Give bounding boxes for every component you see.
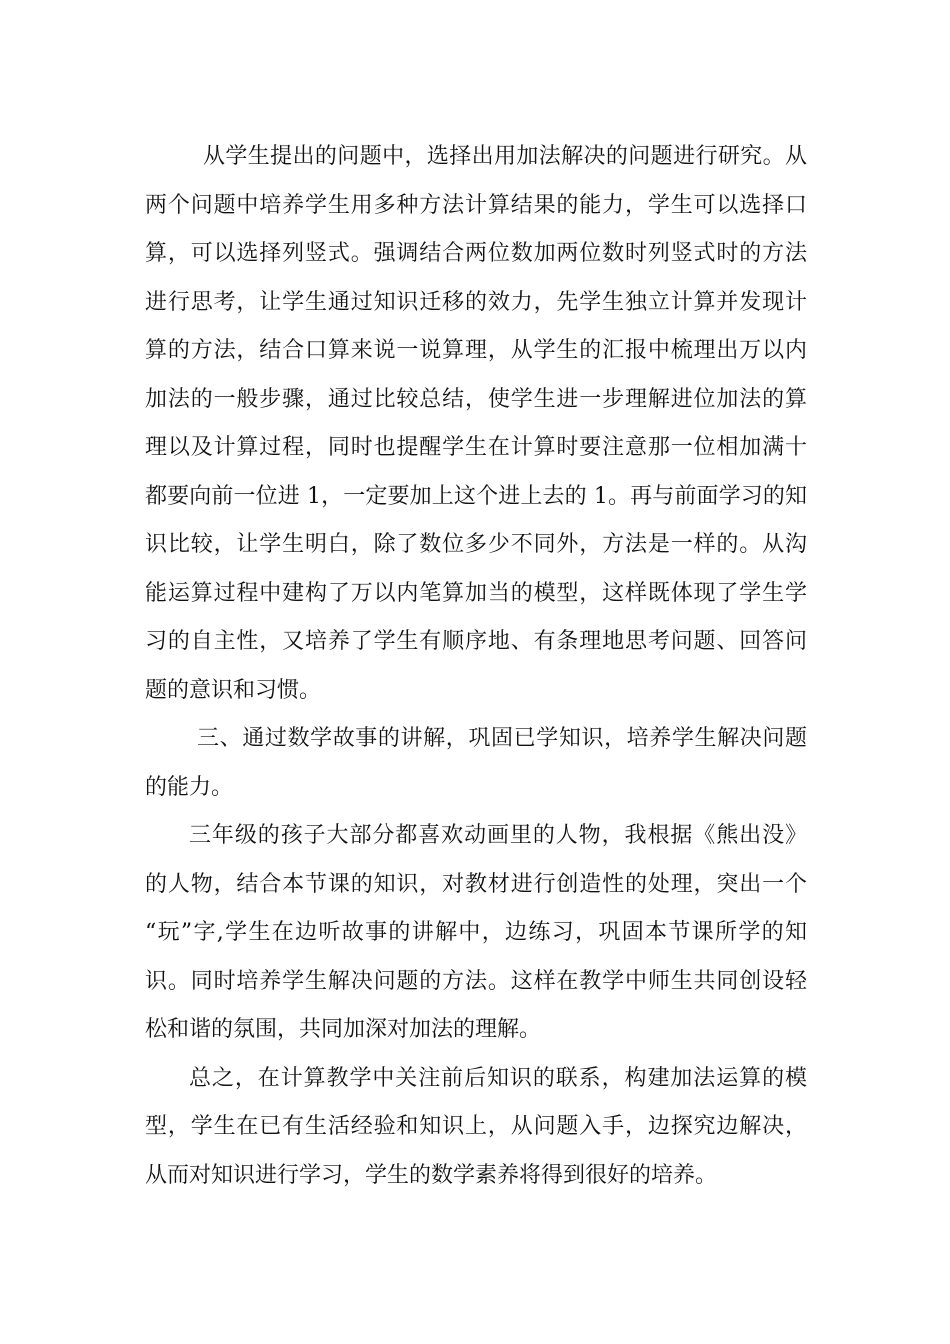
text-line: 算，可以选择列竖式。强调结合两位数加两位数时列竖式时的方法 <box>145 241 807 266</box>
text-line: 加法的一般步骤，通过比较总结，使学生进一步理解进位加法的算 <box>145 386 807 412</box>
text-line: 两个问题中培养学生用多种方法计算结果的能力，学生可以选择口 <box>145 192 807 218</box>
text-line: 习的自主性，又培养了学生有顺序地、有条理地思考问题、回答问 <box>145 629 807 654</box>
text-line: 三年级的孩子大部分都喜欢动画里的人物，我根据《熊出没》 <box>189 823 807 848</box>
text-line: 都要向前一位进 1，一定要加上这个进上去的 1。再与前面学习的知 <box>145 483 807 509</box>
paragraph-math-story <box>145 812 807 1055</box>
text-line: 能运算过程中建构了万以内笔算加当的模型，这样既体现了学生学 <box>145 580 807 606</box>
text-line: 进行思考，让学生通过知识迁移的效力，先学生独立计算并发现计 <box>145 289 807 315</box>
paragraph-addition-methods <box>145 133 807 715</box>
text-line: 三、通过数学故事的讲解，巩固已学知识，培养学生解决问题 <box>197 726 807 751</box>
document-body <box>145 133 807 1200</box>
text-line: 题的意识和习惯。 <box>145 677 322 703</box>
paragraph-section-three-heading <box>145 715 807 812</box>
text-line: 型，学生在已有生活经验和知识上，从问题入手，边探究边解决， <box>145 1114 807 1139</box>
text-line: 从而对知识进行学习，学生的数学素养将得到很好的培养。 <box>145 1162 718 1188</box>
text-line: 的能力。 <box>145 774 234 800</box>
text-line: 识。同时培养学生解决问题的方法。这样在教学中师生共同创设轻 <box>145 968 807 994</box>
text-line: 的人物，结合本节课的知识，对教材进行创造性的处理，突出一个 <box>145 871 807 897</box>
paragraph-conclusion <box>145 1055 807 1201</box>
text-line: 从学生提出的问题中，选择出用加法解决的问题进行研究。从 <box>203 144 807 169</box>
text-line: “玩”字,学生在边听故事的讲解中，边练习，巩固本节课所学的知 <box>145 920 807 945</box>
text-line: 松和谐的氛围，共同加深对加法的理解。 <box>145 1017 542 1042</box>
text-line: 算的方法，结合口算来说一说算理，从学生的汇报中梳理出万以内 <box>145 338 807 363</box>
text-line: 识比较，让学生明白，除了数位多少不同外，方法是一样的。从沟 <box>145 532 807 557</box>
text-line: 理以及计算过程，同时也提醒学生在计算时要注意那一位相加满十 <box>145 435 807 460</box>
text-line: 总之，在计算教学中关注前后知识的联系，构建加法运算的模 <box>189 1065 807 1091</box>
